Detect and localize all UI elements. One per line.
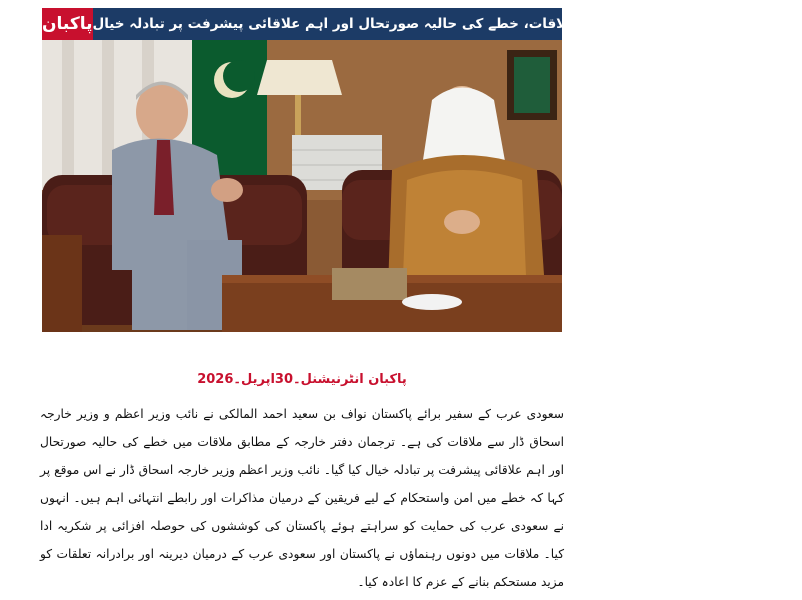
dateline: پاکبان انٹرنیشنل۔30اپریل۔2026 [197,372,407,387]
brand-logo: پاکبان [42,8,93,40]
article-body: سعودی عرب کے سفیر برائے پاکستان نواف بن سعید احمد المالکی نے نائب وزیر اعظم و وزیر خارجہ اسحاق ڈار سے ملاقات کی ہے۔ ترجمان دفتر خارجہ کے مطابق ملاقات میں خطے کی حالیہ صورتحال اور اہم علاقائی پیشرفت پر تبادلہ خیال کیا گیا۔ نائب وزیر اعظم وزیر خارجہ اسحاق ڈار نے اس موقع پر کہا کہ خطے میں امن واستحکام کے لیے فریقین کے درمیان مذاکرات اور رابطے انتہائی اہم ہیں۔ انہوں نے سعودی عرب کی حمایت کو سراہتے ہوئے پاکستان کی کوششوں کی حوصلہ افزائی پر شکریہ ادا کیا۔ ملاقات میں دونوں رہنماؤں نے پاکستان اور سعودی عرب کے درمیان دیرینہ اور برادرانہ تعلقات کو مزید مستحکم بنانے کے عزم کا اعادہ کیا۔ [40,407,564,589]
headline: سعودی سفیر کی اسحاق ڈار سے ملاقات، خطے کی حالیہ صورتحال اور اہم علاقائی پیشرفت پر تبادلہ خیال [92,16,795,32]
meeting-photo [42,40,562,332]
header-bar [42,8,795,40]
